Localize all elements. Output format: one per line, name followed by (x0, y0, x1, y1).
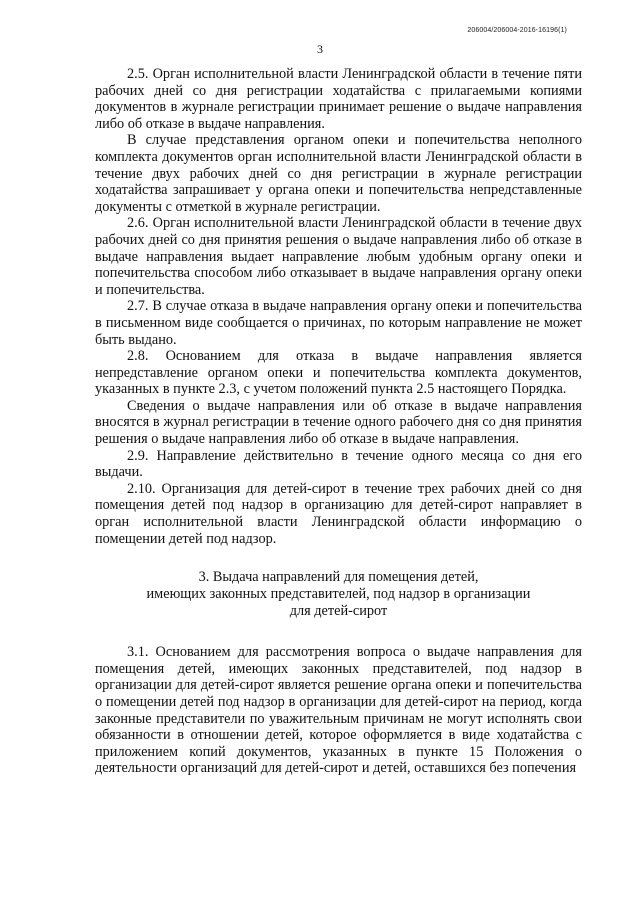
paragraph-2-10: 2.10. Организация для детей-сирот в течение трех рабочих дней со дня помещения детей под надзор в организацию для детей-сирот направляет в орган исполнительной власти Ленинградской области информацию о помещении детей под надзор. (95, 480, 582, 547)
paragraph-2-5: 2.5. Орган исполнительной власти Ленинградской области в течение пяти рабочих дней со дня регистрации ходатайства с прилагаемыми копиями документов в журнале регистрации принимает решение о выдаче направления либо об отказе в выдаче направления. (95, 66, 582, 132)
section-heading-line1: 3. Выдача направлений для помещения детей, (198, 569, 479, 586)
document-id: 206004/206004-2016-16196(1) (467, 27, 567, 34)
section-heading-line3: для детей-сирот (289, 603, 388, 620)
document-body (95, 66, 582, 777)
paragraph-registration-info: Сведения о выдаче направления или об отказе в выдаче направления вносятся в журнал регистрации в течение одного рабочего дня со дня принятия решения о выдаче направления либо об отказе в выдаче направления. (95, 397, 582, 448)
paragraph-3-1: 3.1. Основанием для рассмотрения вопроса о выдаче направления для помещения детей, имеющих законных представителей, под надзор в организации для детей-сирот является решение органа опеки и попечительства о помещении детей под надзор в организации для детей-сирот на период, когда законные представители по уважительным причинам не могут исполнять свои обязанности в отношении детей, которое оформляется в виде ходатайства с приложением копий документов, указанных в пункте 15 Положения о деятельности организаций для детей-сирот и детей, оставшихся без попечения (95, 644, 582, 777)
paragraph-2-6: 2.6. Орган исполнительной власти Ленинградской области в течение двух рабочих дней со дня принятия решения о выдаче направления либо об отказе в выдаче направления выдает направление любым удобным органу опеки и попечительства способом либо отказывает в выдаче направления органу опеки и попечительства. (95, 215, 582, 298)
paragraph-incomplete-docs: В случае представления органом опеки и попечительства неполного комплекта документов орган исполнительной власти Ленинградской области в течение двух рабочих дней со дня регистрации в журнале регистрации ходатайства запрашивает у органа опеки и попечительства непредставленные документы с отметкой в журнале регистрации. (95, 132, 582, 215)
paragraph-2-8: 2.8. Основанием для отказа в выдаче направления является непредставление органом опеки и попечительства комплекта документов, указанных в пункте 2.3, с учетом положений пункта 2.5 настоящего Порядка. (95, 348, 582, 398)
page-number: 3 (317, 42, 323, 56)
paragraph-2-7: 2.7. В случае отказа в выдаче направления органу опеки и попечительства в письменном виде сообщается о причинах, по которым направление не может быть выдано. (95, 298, 582, 348)
paragraph-2-9: 2.9. Направление действительно в течение одного месяца со дня его выдачи. (95, 447, 582, 481)
section-heading-line2: имеющих законных представителей, под надзор в организации (146, 586, 531, 603)
section-3-heading (95, 569, 582, 620)
